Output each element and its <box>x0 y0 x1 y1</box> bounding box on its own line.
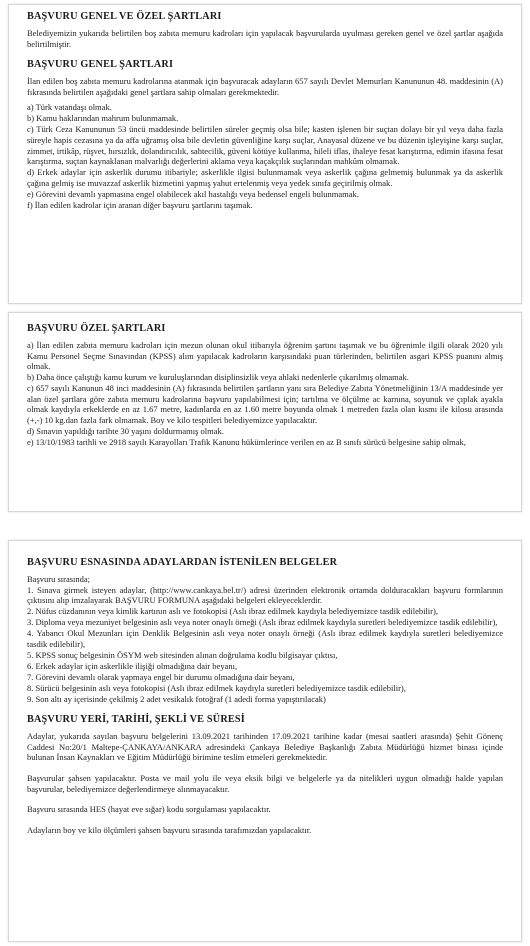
list-item: 9. Son altı ay içerisinde çekilmiş 2 adet vesikalık fotoğraf (1 adedi forma yapıştırılacak) <box>27 693 326 704</box>
list-item: c) Türk Ceza Kanununun 53 üncü maddesinde belirtilen süreler geçmiş olsa bile; kasten işlenen bir suçtan dolayı bir yıl veya daha fazla süreyle hapis cezasına ya da affa uğramış olsa bile devletin güvenliğine karşı suçlar, Anayasal düzene ve bu düzenin işleyişine karşı suçlar, zimmet, irtikâp, rüşvet, hırsızlık, dolandırıcılık, sahtecilik, güveni kötüye kullanma, hileli iflas, ihaleye fesat karıştırma, edimin ifasına fesat karıştırma, suçtan kaynaklanan malvarlığı değerlerini aklama veya kaçakçılık suçlarından mahkûm olmamak. <box>27 124 503 167</box>
list-item: b) Kamu haklarından mahrum bulunmamak. <box>27 113 179 124</box>
list-item: 3. Diploma veya mezuniyet belgesinin aslı veya noter onaylı örneği (Aslı ibraz edilmek kaydıyla suretleri belediyemizce tasdik edilebilir), <box>27 617 498 628</box>
list-item: e) Görevini devamlı yapmasına engel olabilecek akıl hastalığı veya bedensel engeli bulunmamak. <box>27 188 359 199</box>
section-heading: BAŞVURU ESNASINDA ADAYLARDAN İSTENİLEN BELGELER <box>27 557 338 568</box>
lead-paragraph: İlan edilen boş zabıta memuru kadrolarına atanmak için başvuracak adayların 657 sayılı Devlet Memurları Kanununun 48. maddesinin (A) fıkrasında belirtilen aşağıdaki genel şartlara sahip olmaları gerekmektedir. <box>27 76 503 97</box>
application-paragraph: Adaylar, yukarıda sayılan başvuru belgelerini 13.09.2021 tarihinden 17.09.2021 tarihine kadar (mesai saatleri arasında) Şehit Gönenç Caddesi No:20/1 Maltepe-ÇANKAYA/ANKARA adresindeki Çankaya Belediye Başkanlığı Zabıta Müdürlüğü hizmet binası içinde bulunan İnsan Kaynakları ve Eğitim Müdürlüğü birimine teslim etmeleri gerekmektedir. <box>27 731 503 763</box>
required-documents-list <box>27 585 503 705</box>
list-item: 4. Yabancı Okul Mezunları için Denklik Belgesinin aslı veya noter onaylı örneği (Aslı ibraz edilmek kaydıyla suretleri belediyemizce tasdik edilebilir), <box>27 628 503 649</box>
list-item: 1. Sınava girmek isteyen adaylar, (http://www.cankaya.bel.tr/) adresi üzerinden elektronik ortamda dolduracakları başvuru formlarının çıktısını alıp imzalayarak BAŞVURU FORMUNA aşağıdaki belgeleri ekleyeceklerdir. <box>27 584 503 606</box>
section-heading: BAŞVURU GENEL VE ÖZEL ŞARTLARI <box>27 11 222 22</box>
list-item: 5. KPSS sonuç belgesinin ÖSYM web sitesinden alınan doğrulama kodlu bilgisayar çıktısı, <box>27 649 338 660</box>
list-item: 6. Erkek adaylar için askerlikle ilişiği olmadığına dair beyanı, <box>27 660 238 671</box>
list-item: 8. Sürücü belgesinin aslı veya fotokopisi (Aslı ibraz edilmek kaydıyla suretleri belediyemizce tasdik edilebilir), <box>27 682 406 693</box>
application-paragraph: Başvuru sırasında HES (hayat eve sığar) kodu sorgulaması yapılacaktır. <box>27 804 271 815</box>
list-item: a) Türk vatandaşı olmak. <box>27 102 112 113</box>
special-conditions-list <box>27 340 503 448</box>
list-item: a) İlan edilen zabıta memuru kadroları için mezun olunan okul itibarıyla öğrenim şartını taşımak ve bu öğrenimle ilgili olarak 2020 yılı Kamu Personel Seçme Sınavından (KPSS) alım yapılacak kadroların karşısındaki puan türlerinden, belirtilen asgari KPSS puanını almış olmak. <box>27 340 503 372</box>
list-item: 7. Görevini devamlı olarak yapmaya engel bir durumu olmadığına dair beyanı, <box>27 671 295 682</box>
general-conditions-list <box>27 102 503 210</box>
intro-paragraph: Belediyemizin yukarıda belirtilen boş zabıta memuru kadroları için yapılacak başvurularda uyulması gereken genel ve özel şartlar aşağıda belirtilmiştir. <box>27 28 503 49</box>
special-conditions-panel <box>8 312 522 512</box>
lead-paragraph: Başvuru sırasında; <box>27 574 91 584</box>
list-item: d) Sınavın yapıldığı tarihte 30 yaşını doldurmamış olmak. <box>27 425 224 436</box>
subsection-heading: BAŞVURU GENEL ŞARTLARI <box>27 59 174 71</box>
application-paragraph: Başvurular şahsen yapılacaktır. Posta ve mail yolu ile veya eksik bilgi ve belgelerle ya da nitelikleri uygun olmadığı halde yapılan başvurular, belediyemizce değerlendirmeye alınmayacaktır. <box>27 773 503 794</box>
list-item: e) 13/10/1983 tarihli ve 2918 sayılı Karayolları Trafik Kanunu hükümlerince verilen en az B sınıfı sürücü belgesine sahip olmak, <box>27 436 466 447</box>
section-heading: BAŞVURU ÖZEL ŞARTLARI <box>27 323 166 334</box>
application-paragraph: Adayların boy ve kilo ölçümleri şahsen başvuru sırasında tarafımızdan yapılacaktır. <box>27 824 312 835</box>
section-heading: BAŞVURU YERİ, TARİHİ, ŞEKLİ VE SÜRESİ <box>27 714 245 726</box>
list-item: f) İlan edilen kadrolar için aranan diğer başvuru şartlarını taşımak. <box>27 199 253 210</box>
list-item: c) 657 sayılı Kanunun 48 inci maddesinin (A) fıkrasında belirtilen şartların yanı sıra Belediye Zabıta Yönetmeliğinin 13/A maddesinde yer alan özel şartlara göre zabıta memuru kadrolarına başvuru yapılabilmesi için; tartılma ve ölçülme ac karnına, soyunuk ve çıplak ayakla olmak kaydıyla erkeklerde en az 1.67 metre, kadınlarda en az 1.60 metre boyunda olmak 1 metreden fazla olan kısmı ile kilosu arasında (+,-) 10 kg.dan fazla fark olmamak. Boy ve kilo tespitleri belediyemizce yapılacaktır. <box>27 383 503 425</box>
list-item: d) Erkek adaylar için askerlik durumu itibariyle; askerlikle ilgisi bulunmamak veya askerlik çağına gelmemiş bulunmak ya da askerlik çağına gelmiş ise muvazzaf askerlik hizmetini yapmış yahut ertelenmiş veya yedek sınıfa geçirilmiş olmak. <box>27 167 503 188</box>
required-documents-panel <box>8 540 522 942</box>
general-conditions-panel <box>8 4 522 304</box>
list-item: b) Daha önce çalıştığı kamu kurum ve kuruluşlarından disiplinsizlik veya ahlaki nedenlerle çıkarılmış olmamak. <box>27 372 409 383</box>
list-item: 2. Nüfus cüzdanının veya kimlik kartının aslı ve fotokopisi (Aslı ibraz edilmek kaydıyla belediyemizce tasdik edilebilir), <box>27 606 438 617</box>
